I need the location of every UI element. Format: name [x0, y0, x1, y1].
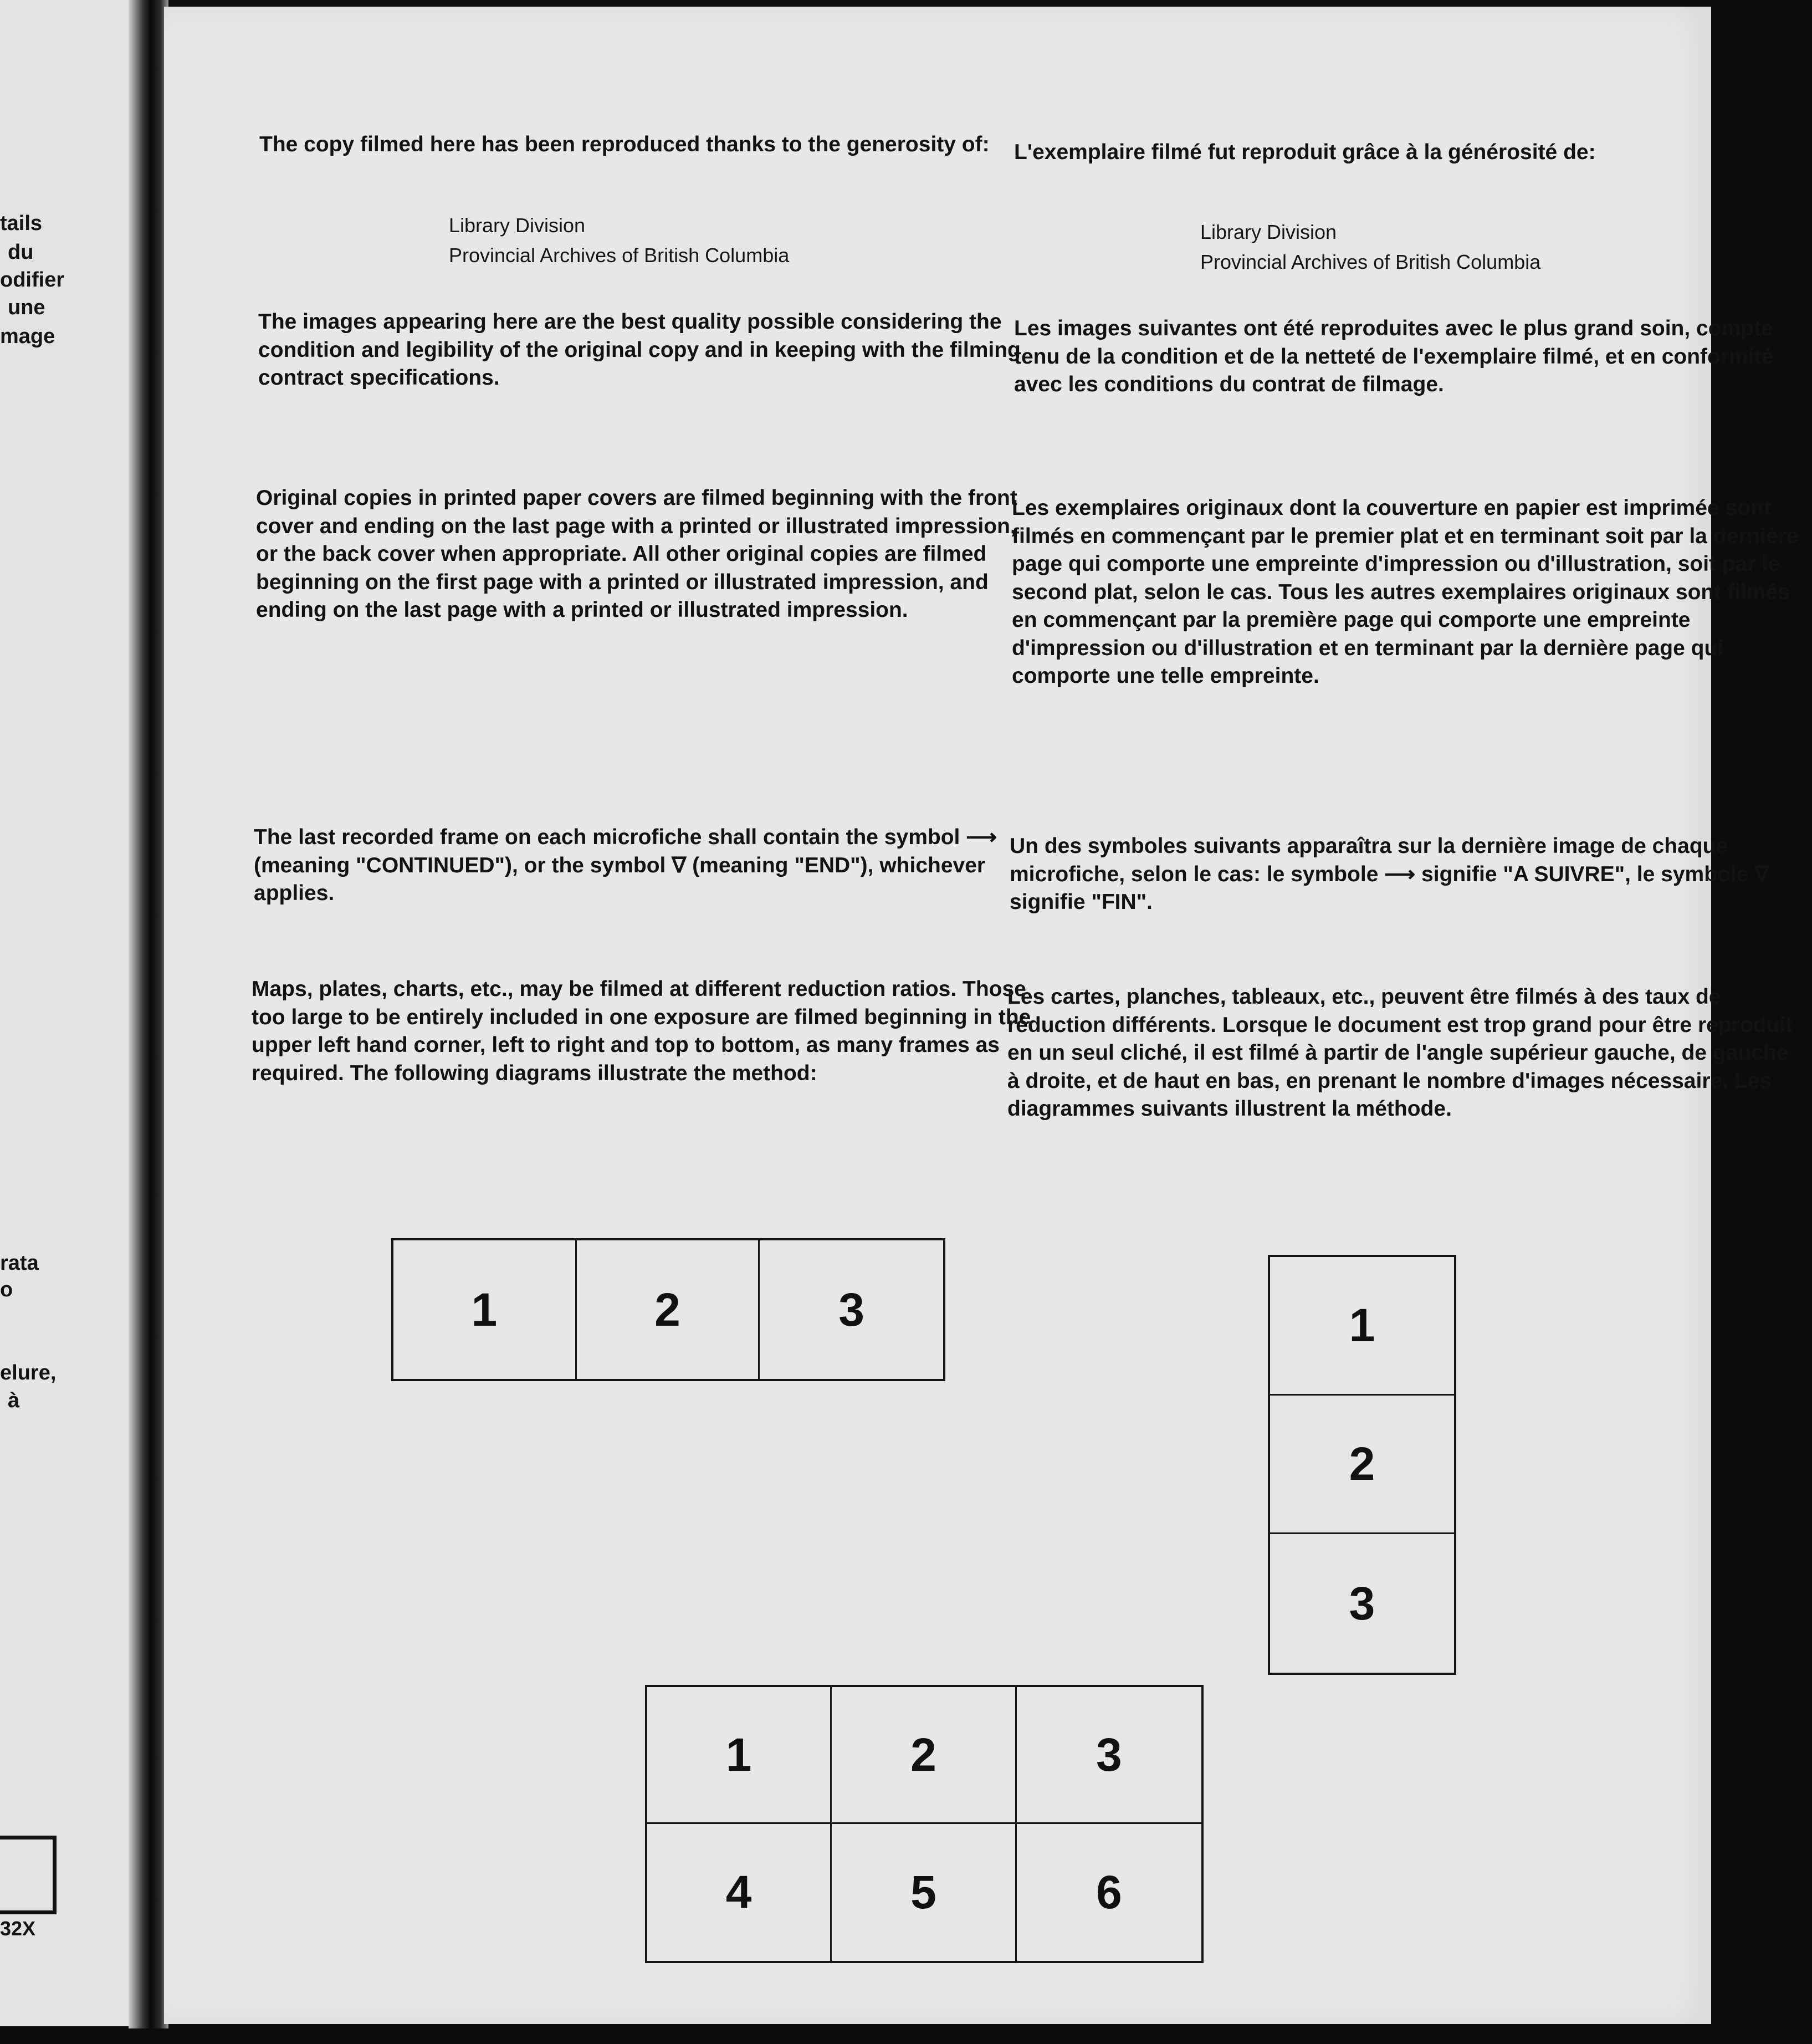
diagram-cell: 1: [1270, 1257, 1454, 1396]
diagram-cell: 1: [393, 1240, 577, 1379]
left-fragment: tails: [0, 212, 43, 235]
triangle-down-icon: ∇: [1754, 862, 1769, 886]
diagram-cell: 3: [838, 1283, 865, 1336]
english-paragraph-4: [254, 824, 1041, 908]
left-fragment: à: [8, 1389, 20, 1412]
french-paragraph-2: Les images suivantes ont été reproduites avec le plus grand soin, compte tenu de la condition et de la netteté de l'exemplaire filmé, et en conformité avec les conditions du contrat de filmage.: [1014, 316, 1774, 396]
left-fragment: du: [8, 241, 34, 264]
left-fragment: rata: [0, 1251, 39, 1275]
text-run: signifie "FIN".: [1010, 890, 1153, 914]
left-fragment: une: [8, 296, 45, 319]
triangle-down-icon: ∇: [672, 853, 687, 877]
text-run: The last recorded frame on each microfiche shall contain the symbol: [254, 825, 960, 849]
text-run: Un des symboles suivants apparaîtra sur la dernière image de chaque microfiche, selon le cas: le symbole: [1010, 834, 1728, 886]
credit-line: Provincial Archives of British Columbia: [1200, 251, 1541, 273]
diagram-cell: 6: [1096, 1866, 1122, 1918]
diagram-cell: 5: [832, 1824, 1016, 1961]
credit-line: Library Division: [449, 214, 586, 237]
diagram-grid: [645, 1685, 1204, 1963]
diagram-horizontal: [391, 1238, 945, 1381]
diagram-cell: 1: [647, 1687, 832, 1824]
english-paragraph-3: Original copies in printed paper covers are filmed beginning with the front cover and ending on the last page with a printed or illustrated impression, or the back cover when appropriate. All other original copies are filmed beginning on the first page with a printed or illustrated impression, and ending on the last page with a printed or illustrated impression.: [256, 486, 1017, 622]
french-paragraph-3: Les exemplaires originaux dont la couverture en papier est imprimée sont filmés en commençant par le premier plat et en terminant soit par la dernière page qui comporte une empreinte d'impression ou d'illustration, soit par le second plat, selon le cas. Tous les autres exemplaires originaux sont filmés en commençant par la première page qui comporte une empreinte d'impression ou d'illustration et en terminant par la dernière page qui comporte une telle empreinte.: [1012, 496, 1799, 688]
diagram-cell: 3: [1017, 1687, 1201, 1824]
arrow-right-icon: ⟶: [966, 825, 997, 849]
diagram-cell: 2: [577, 1240, 760, 1379]
target-page: [164, 7, 1799, 2024]
left-fragment: 32X: [0, 1917, 36, 1940]
resolution-target-box: [0, 1836, 57, 1914]
left-fragment: elure,: [0, 1361, 57, 1384]
french-paragraph-5: Les cartes, planches, tableaux, etc., peuvent être filmés à des taux de réduction différents. Lorsque le document est trop grand pour être reproduit en un seul cliché, il est filmé à partir de l'angle supérieur gauche, de gauche à droite, et de haut en bas, en prenant le nombre d'images nécessaire. Les diagrammes suivants illustrent la méthode.: [1007, 985, 1793, 1121]
page-gutter: [129, 0, 168, 2028]
english-credit: [449, 211, 789, 270]
diagram-vertical: [1268, 1255, 1456, 1675]
english-paragraph-2: The images appearing here are the best quality possible considering the condition and legibility of the original copy and in keeping with the filming contract specifications.: [258, 310, 1021, 390]
credit-line: Provincial Archives of British Columbia: [449, 244, 790, 267]
diagram-cell: 2: [832, 1687, 1016, 1824]
left-fragment: odifier: [0, 268, 65, 292]
english-paragraph-1: The copy filmed here has been reproduced thanks to the generosity of:: [259, 132, 990, 156]
text-run: (meaning "CONTINUED"), or the symbol: [254, 853, 666, 877]
diagram-cell: 4: [647, 1824, 832, 1961]
french-credit: [1200, 217, 1540, 277]
arrow-right-icon: ⟶: [1384, 862, 1416, 886]
text-run: signifie "A SUIVRE", le symbole: [1421, 862, 1749, 886]
credit-line: Library Division: [1200, 221, 1337, 243]
french-paragraph-4: [1010, 832, 1808, 917]
diagram-cell: 2: [1270, 1396, 1454, 1534]
text-run: (meaning "END"), whichever applies.: [254, 853, 986, 905]
diagram-cell: 3: [1349, 1577, 1375, 1629]
left-fragment: o: [0, 1278, 13, 1301]
french-paragraph-1: L'exemplaire filmé fut reproduit grâce à la générosité de:: [1014, 140, 1596, 164]
english-paragraph-5: Maps, plates, charts, etc., may be filmed at different reduction ratios. Those too large to be entirely included in one exposure are filmed beginning in the upper left hand corner, left to right and top to bottom, as many frames as required. The following diagrams illustrate the method:: [252, 977, 1031, 1085]
left-fragment: mage: [0, 325, 55, 348]
